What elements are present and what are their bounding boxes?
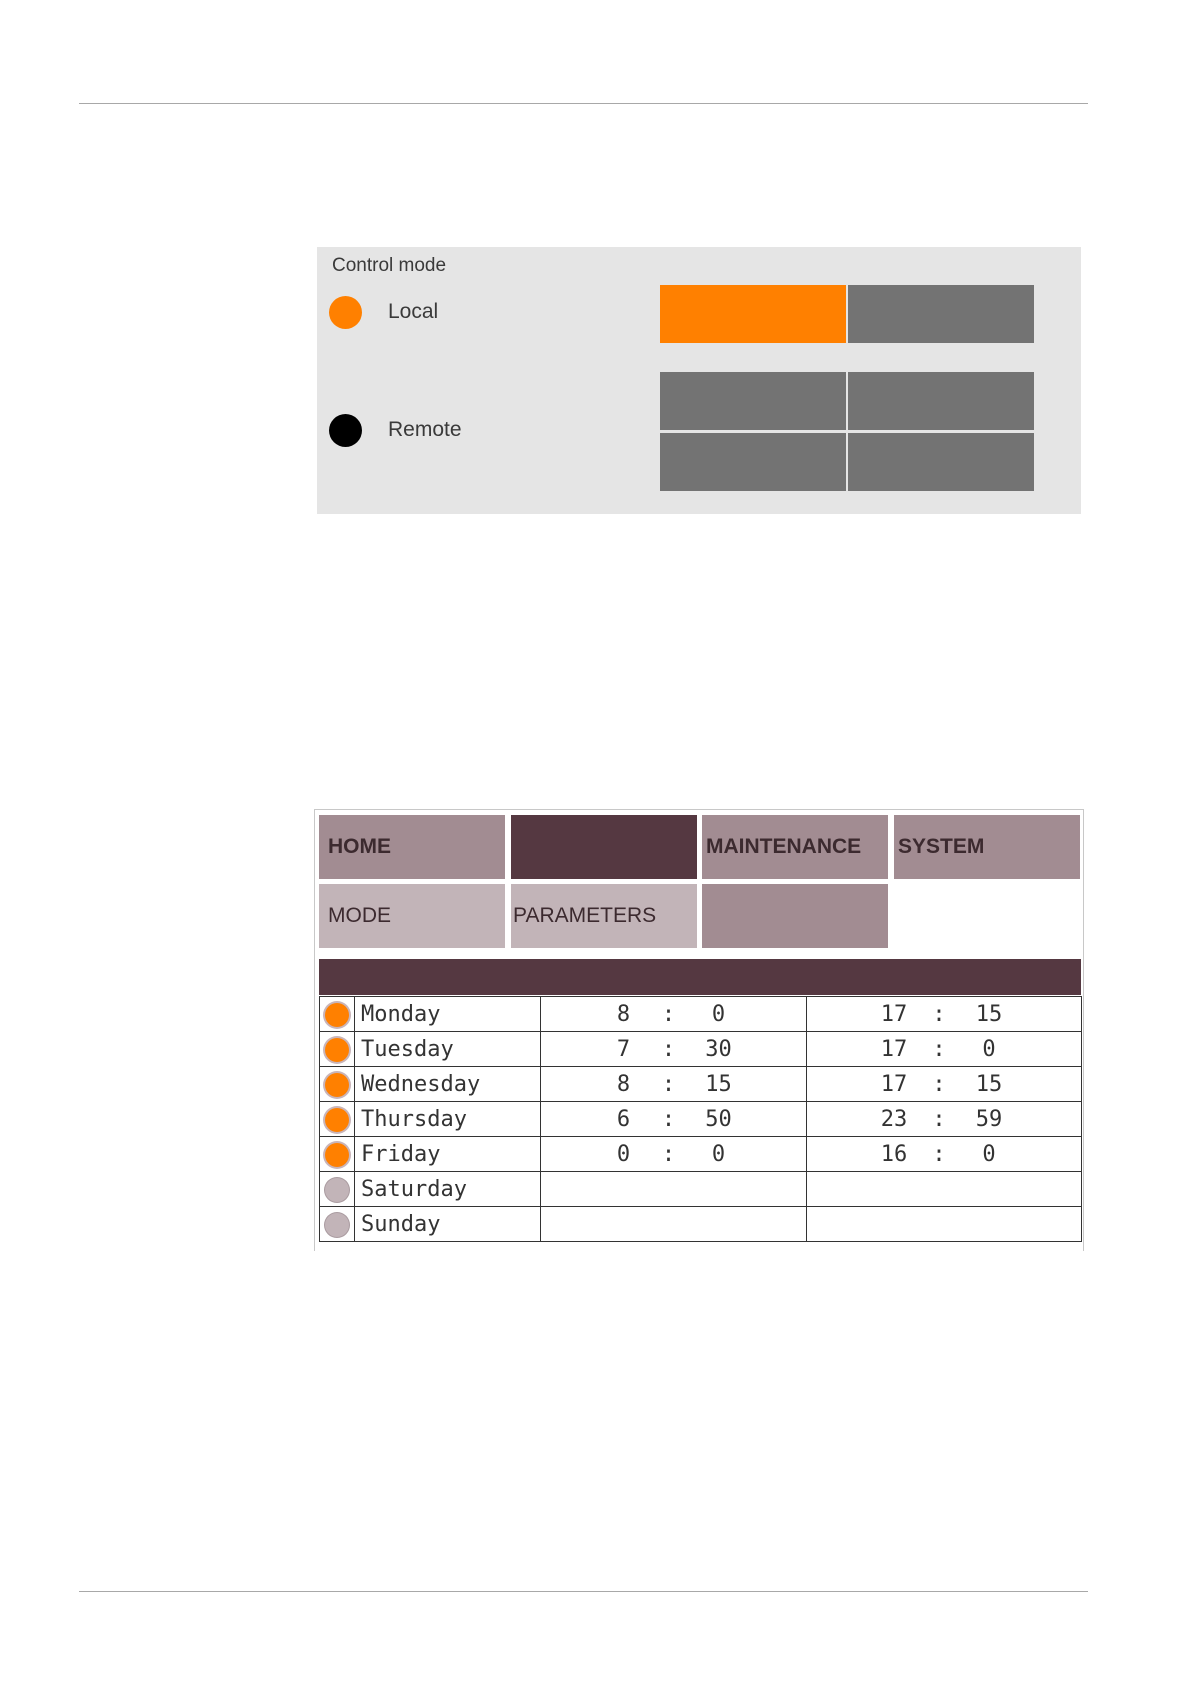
- time-separator: :: [932, 1071, 946, 1097]
- subnav-mode-button[interactable]: MODE: [319, 884, 505, 948]
- start-time-hour: 7: [616, 1036, 631, 1062]
- schedule-row-tuesday: [320, 1032, 1082, 1067]
- end-time-minute: 15: [975, 1071, 1003, 1097]
- day-enable-cell: [320, 1207, 355, 1242]
- schedule-row-wednesday: [320, 1067, 1082, 1102]
- remote-option-button-1[interactable]: [660, 372, 846, 430]
- day-enable-cell: [320, 1067, 355, 1102]
- footer-divider: [79, 1591, 1088, 1592]
- time-separator: :: [932, 1001, 946, 1027]
- start-time-hour: 0: [616, 1141, 631, 1167]
- header-divider: [79, 103, 1088, 104]
- start-time-minute: 50: [705, 1106, 732, 1132]
- nav-system-button[interactable]: SYSTEM: [894, 815, 1080, 879]
- end-time[interactable]: [807, 1102, 1082, 1137]
- schedule-row-monday: [320, 997, 1082, 1032]
- end-time[interactable]: [807, 997, 1082, 1032]
- day-name: Sunday: [355, 1207, 541, 1242]
- day-enable-cell: [320, 1032, 355, 1067]
- day-name: Wednesday: [355, 1067, 541, 1102]
- day-enable-cell: [320, 997, 355, 1032]
- day-name: Monday: [355, 997, 541, 1032]
- day-enable-cell: [320, 1102, 355, 1137]
- day-enabled-toggle-icon[interactable]: [325, 1108, 349, 1132]
- day-enabled-toggle-icon[interactable]: [325, 1213, 349, 1237]
- local-select-button[interactable]: [660, 285, 846, 343]
- nav-home-button[interactable]: HOME: [319, 815, 505, 879]
- time-separator: :: [932, 1036, 946, 1062]
- control-mode-title: Control mode: [332, 255, 447, 276]
- start-time[interactable]: [541, 1172, 807, 1207]
- time-separator: :: [661, 1141, 676, 1167]
- start-time[interactable]: [541, 1032, 807, 1067]
- nav-active-tab[interactable]: [511, 815, 697, 879]
- end-time[interactable]: [807, 1032, 1082, 1067]
- end-time-hour: 17: [880, 1071, 908, 1097]
- start-time[interactable]: [541, 997, 807, 1032]
- local-option-button[interactable]: [848, 285, 1034, 343]
- end-time[interactable]: [807, 1137, 1082, 1172]
- end-time-minute: 0: [982, 1141, 996, 1167]
- end-time-minute: 0: [982, 1036, 996, 1062]
- time-separator: :: [661, 1036, 676, 1062]
- control-mode-panel: [317, 247, 1081, 514]
- time-separator: :: [932, 1141, 946, 1167]
- schedule-row-saturday: [320, 1172, 1082, 1207]
- remote-label: Remote: [388, 418, 462, 441]
- start-time[interactable]: [541, 1207, 807, 1242]
- start-time-minute: 0: [711, 1141, 726, 1167]
- end-time[interactable]: [807, 1207, 1082, 1242]
- nav-maintenance-button[interactable]: MAINTENANCE: [702, 815, 888, 879]
- day-enabled-toggle-icon[interactable]: [325, 1003, 349, 1027]
- time-separator: :: [661, 1071, 676, 1097]
- local-label: Local: [388, 300, 439, 323]
- start-time-hour: 6: [616, 1106, 631, 1132]
- day-enabled-toggle-icon[interactable]: [325, 1143, 349, 1167]
- day-name: Friday: [355, 1137, 541, 1172]
- end-time[interactable]: [807, 1172, 1082, 1207]
- schedule-row-friday: [320, 1137, 1082, 1172]
- time-separator: :: [932, 1106, 946, 1132]
- time-separator: :: [661, 1106, 676, 1132]
- end-time-minute: 59: [975, 1106, 1003, 1132]
- day-enabled-toggle-icon[interactable]: [325, 1038, 349, 1062]
- weekly-schedule-table: [319, 996, 1082, 1242]
- end-time-hour: 23: [880, 1106, 908, 1132]
- start-time-minute: 0: [711, 1001, 726, 1027]
- end-time-hour: 16: [880, 1141, 908, 1167]
- start-time-minute: 30: [705, 1036, 732, 1062]
- end-time-minute: 15: [975, 1001, 1003, 1027]
- day-enabled-toggle-icon[interactable]: [325, 1178, 349, 1202]
- start-time-hour: 8: [616, 1001, 631, 1027]
- remote-option-button-3[interactable]: [660, 433, 846, 491]
- schedule-row-thursday: [320, 1102, 1082, 1137]
- day-name: Thursday: [355, 1102, 541, 1137]
- remote-option-button-2[interactable]: [848, 372, 1034, 430]
- end-time-hour: 17: [880, 1036, 908, 1062]
- navigation-panel: [314, 809, 1084, 1251]
- start-time[interactable]: [541, 1102, 807, 1137]
- subnav-parameters-button[interactable]: PARAMETERS: [511, 884, 697, 948]
- schedule-row-sunday: [320, 1207, 1082, 1242]
- remote-option-button-4[interactable]: [848, 433, 1034, 491]
- end-time[interactable]: [807, 1067, 1082, 1102]
- start-time[interactable]: [541, 1137, 807, 1172]
- day-enable-cell: [320, 1137, 355, 1172]
- start-time[interactable]: [541, 1067, 807, 1102]
- time-separator: :: [661, 1001, 676, 1027]
- day-enable-cell: [320, 1172, 355, 1207]
- day-name: Tuesday: [355, 1032, 541, 1067]
- end-time-hour: 17: [880, 1001, 908, 1027]
- subnav-selected-tab[interactable]: [702, 884, 888, 948]
- start-time-hour: 8: [616, 1071, 631, 1097]
- local-indicator-icon: [329, 296, 362, 329]
- day-enabled-toggle-icon[interactable]: [325, 1073, 349, 1097]
- schedule-header-bar: [319, 959, 1081, 995]
- start-time-minute: 15: [705, 1071, 732, 1097]
- remote-indicator-icon: [329, 414, 362, 447]
- day-name: Saturday: [355, 1172, 541, 1207]
